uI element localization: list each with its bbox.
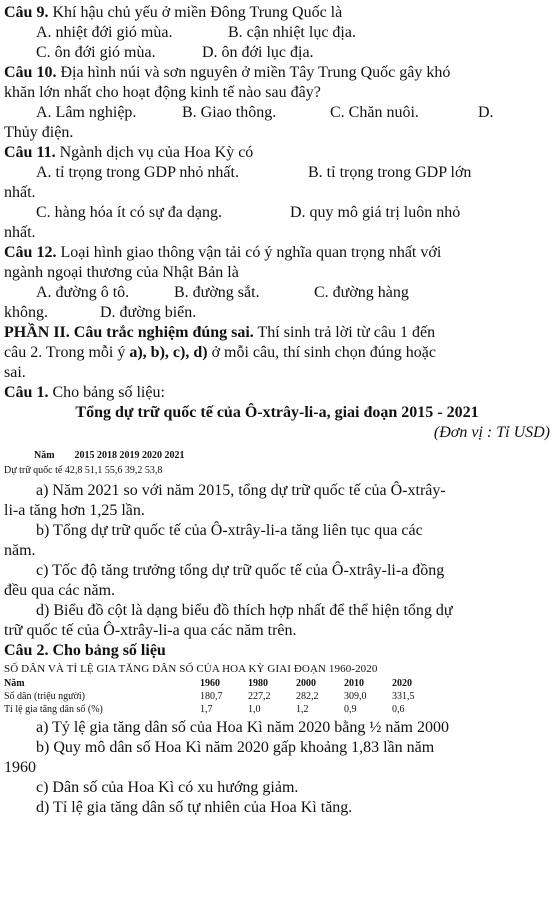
q12-stem-1: Loại hình giao thông vận tải có ý nghĩa quan trọng nhất với	[60, 244, 442, 261]
part2-line-3: sai.	[4, 364, 26, 381]
q12-option-c-cont: không.	[4, 304, 48, 321]
q9-options-row1	[4, 23, 550, 43]
q9-number: Câu 9.	[4, 4, 49, 21]
c2-statement-c: c) Dân số của Hoa Kì có xu hướng giảm.	[36, 779, 299, 796]
c1-statement-c-cont: đều qua các năm.	[4, 582, 116, 599]
c2-table-row	[4, 703, 550, 716]
q11-option-d: D. quy mô giá trị luôn nhỏ	[290, 204, 461, 221]
part2-text-2b: a), b), c), d)	[129, 344, 208, 361]
part2-title: PHẦN II. Câu trắc nghiệm đúng sai.	[4, 324, 254, 341]
q10-option-c: C. Chăn nuôi.	[330, 104, 419, 121]
c1-statement-a-cont: li-a tăng hơn 1,25 lần.	[4, 502, 145, 519]
q10-options-row	[4, 103, 550, 123]
c2-cell: 227,2	[248, 691, 271, 702]
q12-stem-line-2: ngành ngoại thương của Nhật Bản là	[4, 264, 239, 281]
c2-cell: 180,7	[200, 691, 223, 702]
q10-option-b: B. Giao thông.	[182, 104, 277, 121]
q12-option-a: A. đường ô tô.	[36, 284, 130, 301]
q10-stem-1: Địa hình núi và sơn nguyên ở miền Tây Trung Quốc gây khó	[60, 64, 451, 81]
c1-stem-line	[4, 383, 550, 403]
c1-table-header: Năm 2015 2018 2019 2020 2021	[34, 450, 185, 461]
q9-stem-line	[4, 3, 550, 23]
c2-table-row	[4, 690, 550, 703]
c1-statement-a: a) Năm 2021 so với năm 2015, tổng dự trữ quốc tế của Ô-xtrây-	[36, 482, 446, 499]
part2-line-2	[4, 343, 550, 363]
c1-statement-d-cont: trữ quốc tế của Ô-xtrây-li-a qua các năm trên.	[4, 622, 297, 639]
q11-stem: Ngành dịch vụ của Hoa Kỳ có	[59, 144, 254, 161]
c2-cell: 309,0	[344, 691, 367, 702]
part2-text-1: Thí sinh trả lời từ câu 1 đến	[257, 324, 436, 341]
c2-cell: 2020	[392, 678, 412, 689]
c2-cell: 2010	[344, 678, 364, 689]
c2-cell: 2000	[296, 678, 316, 689]
c1-unit: (Đơn vị : Tỉ USD)	[433, 424, 550, 441]
c2-table	[4, 677, 550, 716]
q9-options-row2	[4, 43, 550, 63]
c2-row-label: Số dân (triệu người)	[4, 691, 85, 702]
q11-option-c: C. hàng hóa ít có sự đa dạng.	[36, 204, 222, 221]
c1-table-row: Dự trữ quốc tế 42,8 51,1 55,6 39,2 53,8	[4, 465, 163, 476]
c2-table-caption: SỐ DÂN VÀ TỈ LỆ GIA TĂNG DÂN SỐ CỦA HOA KỲ GIAI ĐOẠN 1960-2020	[4, 663, 378, 675]
q10-number: Câu 10.	[4, 64, 57, 81]
q10-stem-line-2: khăn lớn nhất cho hoạt động kinh tế nào sau đây?	[4, 84, 321, 101]
q9-option-c: C. ôn đới gió mùa.	[36, 44, 156, 61]
q12-options-row2	[4, 303, 550, 323]
c2-cell: 0,6	[392, 704, 405, 715]
q9-option-b: B. cận nhiệt lục địa.	[228, 24, 356, 41]
c2-cell: 331,5	[392, 691, 415, 702]
q11-stem-line	[4, 143, 550, 163]
q12-number: Câu 12.	[4, 244, 57, 261]
q9-stem: Khí hậu chủ yếu ở miền Đông Trung Quốc là	[52, 4, 343, 21]
c2-statement-b: b) Quy mô dân số Hoa Kì năm 2020 gấp khoảng 1,83 lần năm	[36, 739, 435, 756]
q11-options-row2	[4, 203, 550, 223]
c2-table-row	[4, 677, 550, 690]
c1-statement-b: b) Tổng dự trữ quốc tế của Ô-xtrây-li-a tăng liên tục qua các	[36, 522, 423, 539]
q12-option-d: D. đường biển.	[100, 304, 197, 321]
c1-statement-b-cont: năm.	[4, 542, 36, 559]
q10-option-d-cont: Thủy điện.	[4, 124, 74, 141]
q11-option-b-cont: nhất.	[4, 184, 36, 201]
q12-options-row1	[4, 283, 550, 303]
q10-option-a: A. Lâm nghiệp.	[36, 104, 137, 121]
c2-row-label: Tỉ lệ gia tăng dân số (%)	[4, 704, 103, 715]
part2-text-2a: câu 2. Trong mỗi ý	[4, 344, 130, 361]
c2-cell: 282,2	[296, 691, 319, 702]
part2-text-2c: ở mỗi câu, thí sinh chọn đúng hoặc	[207, 344, 436, 361]
q11-option-b: B. tỉ trọng trong GDP lớn	[308, 164, 472, 181]
q11-number: Câu 11.	[4, 144, 56, 161]
c1-table-title: Tổng dự trữ quốc tế của Ô-xtrây-li-a, giai đoạn 2015 - 2021	[75, 404, 479, 421]
c2-statement-b-cont: 1960	[4, 759, 36, 776]
q12-option-b: B. đường sắt.	[174, 284, 260, 301]
c2-cell: 1960	[200, 678, 220, 689]
exam-page	[4, 3, 550, 818]
q9-option-d: D. ôn đới lục địa.	[202, 44, 314, 61]
q9-option-a: A. nhiệt đới gió mùa.	[36, 24, 173, 41]
q11-options-row1	[4, 163, 550, 183]
c2-statement-a: a) Tỷ lệ gia tăng dân số của Hoa Kì năm 2020 bằng ½ năm 2000	[36, 719, 449, 736]
c2-statement-d: d) Tỉ lệ gia tăng dân số tự nhiên của Hoa Kì tăng.	[36, 799, 353, 816]
c2-cell: 1980	[248, 678, 268, 689]
q10-stem-line	[4, 63, 550, 83]
c1-statement-c: c) Tốc độ tăng trưởng tổng dự trữ quốc tế của Ô-xtrây-li-a đồng	[36, 562, 445, 579]
c2-row-label: Năm	[4, 678, 25, 689]
c2-cell: 1,7	[200, 704, 213, 715]
c2-cell: 1,2	[296, 704, 309, 715]
q10-option-d: D.	[478, 104, 494, 121]
c2-cell: 1,0	[248, 704, 261, 715]
c2-title: Câu 2. Cho bảng số liệu	[4, 642, 166, 659]
q12-option-c: C. đường hàng	[314, 284, 409, 301]
c1-number: Câu 1.	[4, 384, 49, 401]
q11-option-a: A. tỉ trọng trong GDP nhỏ nhất.	[36, 164, 239, 181]
q12-stem-line	[4, 243, 550, 263]
part2-heading	[4, 323, 550, 343]
c1-statement-d: d) Biểu đồ cột là dạng biểu đồ thích hợp nhất để thể hiện tổng dự	[36, 602, 453, 619]
q11-option-d-cont: nhất.	[4, 224, 36, 241]
c1-stem: Cho bảng số liệu:	[52, 384, 165, 401]
c2-cell: 0,9	[344, 704, 357, 715]
